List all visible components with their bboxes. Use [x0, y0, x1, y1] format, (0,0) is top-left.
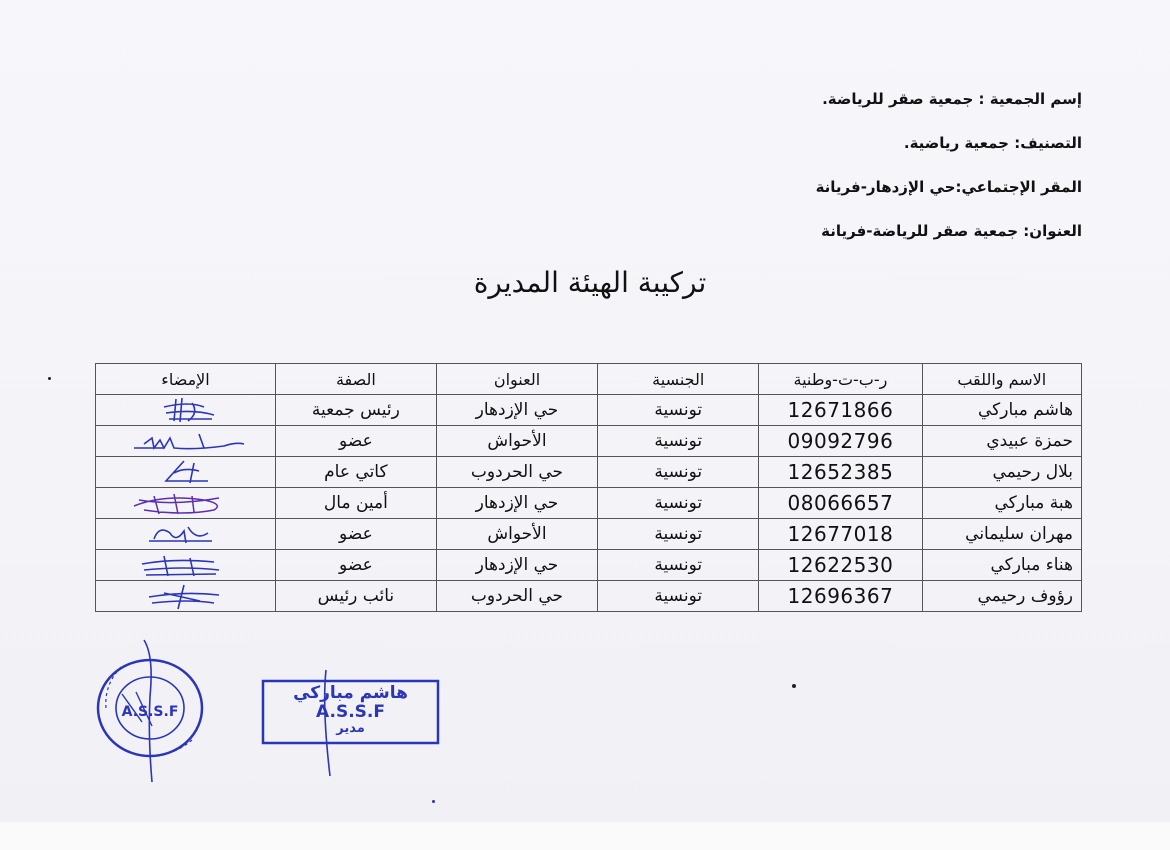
cell-name: حمزة عبيدي [922, 426, 1081, 457]
table-row [96, 519, 1082, 550]
cell-role: أمين مال [276, 488, 437, 519]
table-header-row [96, 364, 1082, 395]
table-row [96, 550, 1082, 581]
table-row [96, 488, 1082, 519]
cell-name: هاشم مباركي [922, 395, 1081, 426]
rect-stamp [258, 668, 448, 778]
signature-image [104, 488, 267, 518]
cell-role: عضو [276, 550, 437, 581]
rect-stamp-name: هاشم مباركي [293, 683, 408, 703]
signature-image [104, 395, 267, 425]
cell-name: رؤوف رحيمي [922, 581, 1081, 612]
column-header-address: العنوان [436, 364, 597, 395]
cell-name: مهران سليماني [922, 519, 1081, 550]
cell-nationality: تونسية [598, 550, 759, 581]
cell-address: حي الإزدهار [436, 488, 597, 519]
cell-id: 12671866 [759, 395, 922, 426]
signature-cell [96, 519, 276, 550]
board-table [95, 363, 1082, 612]
cell-address: حي الإزدهار [436, 550, 597, 581]
signature-cell [96, 426, 276, 457]
cell-nationality: تونسية [598, 395, 759, 426]
association-info [682, 88, 1082, 264]
cell-role: عضو [276, 426, 437, 457]
column-header-signature: الإمضاء [96, 364, 276, 395]
cell-address: الأحواش [436, 426, 597, 457]
cell-id: 12622530 [759, 550, 922, 581]
signature-image [104, 550, 267, 580]
cell-address: حي الإزدهار [436, 395, 597, 426]
table-row [96, 581, 1082, 612]
scan-border [0, 822, 1170, 850]
signature-cell [96, 581, 276, 612]
cell-role: عضو [276, 519, 437, 550]
rect-stamp-code: A.S.S.F [316, 702, 385, 722]
cell-role: رئيس جمعية [276, 395, 437, 426]
signature-image [104, 519, 267, 549]
cell-nationality: تونسية [598, 488, 759, 519]
signature-image [104, 426, 267, 456]
signature-cell [96, 550, 276, 581]
table-row [96, 457, 1082, 488]
headquarters: المقر الإجتماعي:حي الإزدهار-فريانة [815, 178, 1082, 196]
cell-address: حي الحردوب [436, 457, 597, 488]
cell-id: 09092796 [759, 426, 922, 457]
column-header-id: ر-ب-ت-وطنية [759, 364, 922, 395]
signature-cell [96, 457, 276, 488]
table-row [96, 426, 1082, 457]
column-header-name: الاسم واللقب [922, 364, 1081, 395]
cell-id: 12652385 [759, 457, 922, 488]
classification: التصنيف: جمعية رياضية. [903, 134, 1082, 152]
cell-name: هناء مباركي [922, 550, 1081, 581]
cell-nationality: تونسية [598, 426, 759, 457]
cell-id: 08066657 [759, 488, 922, 519]
cell-address: حي الحردوب [436, 581, 597, 612]
cell-nationality: تونسية [598, 519, 759, 550]
signature-image [104, 457, 267, 487]
signature-image [104, 581, 267, 611]
cell-nationality: تونسية [598, 581, 759, 612]
association-name: إسم الجمعية : جمعية صقر للرياضة. [822, 90, 1082, 108]
cell-id: 12696367 [759, 581, 922, 612]
cell-role: كاتي عام [276, 457, 437, 488]
round-stamp-text: A.S.S.F [121, 704, 179, 720]
cell-id: 12677018 [759, 519, 922, 550]
round-stamp [92, 636, 214, 784]
cell-name: بلال رحيمي [922, 457, 1081, 488]
table-row [96, 395, 1082, 426]
page-title: تركيبة الهيئة المديرة [473, 266, 707, 299]
column-header-role: الصفة [276, 364, 437, 395]
scan-speck [432, 800, 435, 803]
scan-speck [792, 684, 796, 688]
cell-nationality: تونسية [598, 457, 759, 488]
cell-role: نائب رئيس [276, 581, 437, 612]
cell-address: الأحواش [436, 519, 597, 550]
address-line: العنوان: جمعية صقر للرياضة-فريانة [821, 222, 1082, 240]
scan-speck [48, 377, 51, 380]
signature-cell [96, 488, 276, 519]
rect-stamp-title: مدير [336, 721, 365, 736]
signature-cell [96, 395, 276, 426]
column-header-nationality: الجنسية [598, 364, 759, 395]
cell-name: هبة مباركي [922, 488, 1081, 519]
